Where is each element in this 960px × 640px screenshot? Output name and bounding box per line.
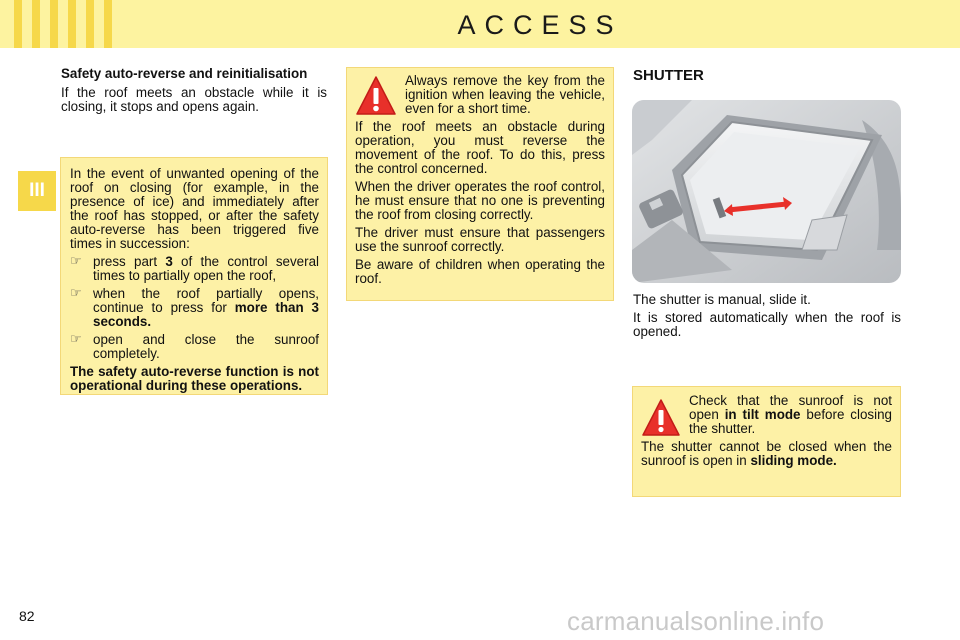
warning-triangle-icon <box>641 398 681 438</box>
box-note: The safety auto-reverse function is not operational during these operations. <box>70 364 319 393</box>
shutter-illustration <box>632 100 901 283</box>
chapter-tab: III <box>18 171 56 211</box>
watermark: carmanualsonline.info <box>567 606 825 636</box>
list-item: ☞ press part 3 of the control several times to partially open the roof, <box>70 253 319 283</box>
list-item: ☞ open and close the sunroof completely. <box>70 331 319 361</box>
finger-pointer-icon: ☞ <box>70 331 82 346</box>
warning-text: Be aware of children when operating the roof. <box>355 257 605 286</box>
warning-text: If the roof meets an obstacle during operation, you must reverse the movement of the roof. To do this, press the control concerned. <box>355 119 605 176</box>
shutter-description <box>633 293 901 343</box>
warning-text: When the driver operates the roof control, he must ensure that no one is preventing the roof from closing correctly. <box>355 179 605 222</box>
finger-pointer-icon: ☞ <box>70 253 82 268</box>
shutter-heading: SHUTTER <box>633 67 704 84</box>
info-box-reinitialisation <box>60 157 328 395</box>
warning-text: The driver must ensure that passengers use the sunroof correctly. <box>355 225 605 254</box>
page-title: ACCESS <box>457 10 623 40</box>
warning-box-shutter <box>632 386 901 497</box>
section-intro: If the roof meets an obstacle while it is closing, it stops and opens again. <box>61 84 327 114</box>
warning-text: Check that the sunroof is not open in tilt mode before closing the shutter. <box>689 393 892 436</box>
box-intro: In the event of unwanted opening of the roof on closing (for example, in the presence of ice) and immediately after the roof has stopped, or after the safety auto-reverse has been triggered five times in succession: <box>70 166 319 251</box>
sunroof-shutter-image <box>632 100 901 283</box>
section-heading: Safety auto-reverse and reinitialisation <box>61 66 308 81</box>
warning-triangle-icon <box>355 74 397 118</box>
page-header <box>0 0 960 48</box>
section-auto-reverse <box>61 67 327 118</box>
warning-text: The shutter cannot be closed when the sunroof is open in sliding mode. <box>641 439 892 468</box>
page-number: 82 <box>19 608 35 624</box>
list-item: ☞ when the roof partially opens, continue to press for more than 3 seconds. <box>70 285 319 329</box>
shutter-text: The shutter is manual, slide it. <box>633 292 811 307</box>
warning-box-driver <box>346 67 614 301</box>
warning-text: Always remove the key from the ignition when leaving the vehicle, even for a short time. <box>405 73 605 116</box>
shutter-text: It is stored automatically when the roof is opened. <box>633 310 901 339</box>
finger-pointer-icon: ☞ <box>70 285 82 300</box>
